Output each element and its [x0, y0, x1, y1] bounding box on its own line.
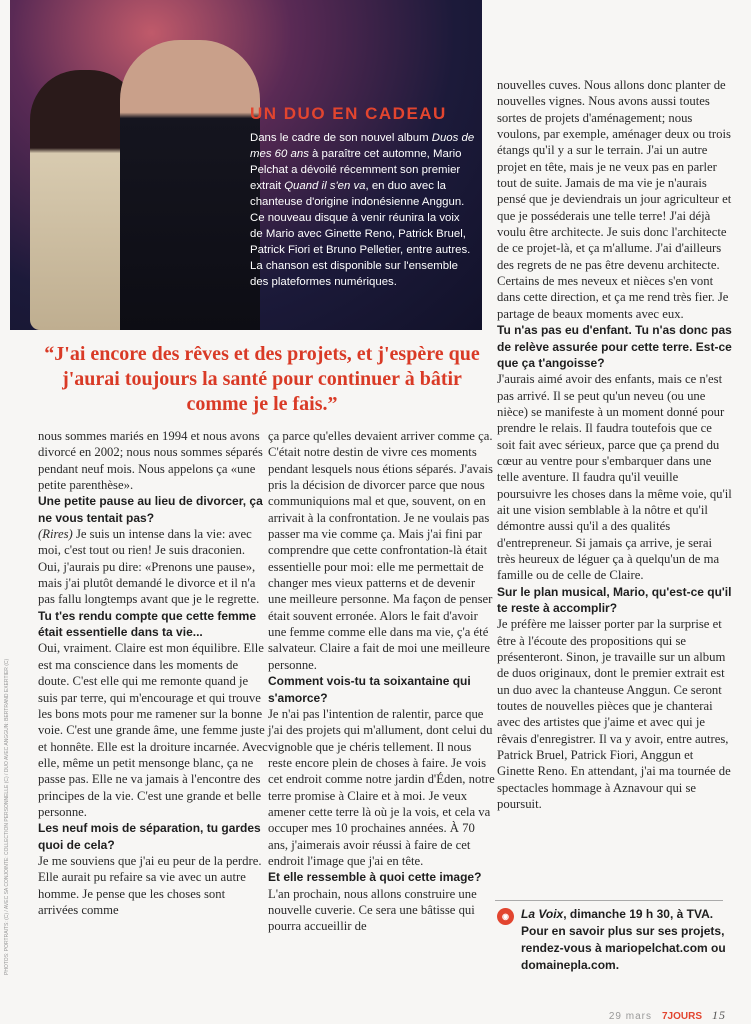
song-title: Quand il s'en va: [284, 180, 366, 192]
answer: J'aurais aimé avoir des enfants, mais ce n'est pas arrivé. Il se peut qu'un neveu (ou une nièce) se manifeste à un moment donné pour prendre le relais. Il faudra toutefois que ce soit fait avec sérieux, parce que ça prend du cœur au ventre pour s'embarquer dans une telle aventure. Il faudra qu'il veuille poursuivre les choses dans la même voie, qu'il ait une vision semblable à la nôtre et qu'il démontre aussi qu'il a des qualités d'entrepreneur. Si jamais ça arrive, je serai très heureux de léguer ça à quelqu'un de ma famille ou de celle de Claire.: [497, 372, 732, 583]
question: Tu t'es rendu compte que cette femme était essentielle dans ta vie...: [38, 608, 257, 640]
answer-italic: (Rires): [38, 527, 73, 542]
column-2: [268, 428, 496, 935]
pull-quote: “J'ai encore des rêves et des projets, et j'espère que j'aurai toujours la santé pour continuer à bâtir comme je le fais.”: [44, 343, 480, 415]
question: Et elle ressemble à quoi cette image?: [268, 870, 482, 885]
column-1: [38, 428, 268, 918]
tv-info: [497, 906, 733, 974]
answer: [38, 526, 268, 608]
photo-credit: PHOTOS: PORTRAITS: (C) / AVEC SA CONJOINTE: COLLECTION PERSONNELLE (C) / DUO AVEC ANGGUN: BERTRAND EXERTIER (C): [4, 658, 10, 975]
paragraph: nous sommes mariés en 1994 et nous avons divorcé en 2002; nous nous sommes séparés pendant neuf mois. Nous appelons ça «une petite parenthèse».: [38, 429, 263, 493]
answer: Je préfère me laisser porter par la surprise et être à l'écoute des propositions qui se présenteront. Sinon, je travaille sur un album de duos originaux, dont le premier extrait est un duo avec la chanteuse Anggun. Ce seront toutes de nouvelles pièces que je chanterai avec des artistes que j'aime et avec qui je rêvais d'enregistrer. Il va y avoir, entre autres, Patrick Bruel, Patrick Fiori, Anggun et Ginette Reno. En attendant, j'ai ma tournée de spectacles hommage à Aznavour qui se poursuit.: [497, 617, 731, 812]
sidebar-box: [250, 104, 475, 290]
issue-date: 29 mars: [608, 1011, 652, 1022]
singer-mario-figure: [120, 40, 260, 330]
answer-text: Je suis un intense dans la vie: avec moi, c'est tout ou rien! Je suis draconien. Oui, j'aurais pu dire: «Prenons une pause», mais j'ai plutôt demandé le divorce et il n'a pas fallu longtemps avant que je le regrette.: [38, 527, 260, 607]
divider: [495, 900, 723, 901]
sidebar-text-3: , en duo avec la chanteuse d'origine indonésienne Anggun. Ce nouveau disque à venir réunira la voix de Mario avec Ginette Reno, Patrick Bruel, Patrick Fiori et Bruno Pelletier, entre autres. La chanson est disponible sur l'ensemble des plateformes numériques.: [250, 180, 471, 288]
answer: Oui, vraiment. Claire est mon équilibre. Elle est ma conscience dans les moments de doute. C'est elle qui me remonte quand je suis par terre, qui m'encourage et qui trouve les bons mots pour me ramener sur la bonne voie. C'est une grande âme, une femme juste et honnête. Elle est la droiture incarnée. Avec elle, même un petit mensonge blanc, ça ne passe pas. Elle ne va jamais à l'encontre des principes de la vie. C'est une grande et belle personne.: [38, 641, 268, 819]
page-footer: [609, 1008, 726, 1023]
answer: Je me souviens que j'ai eu peur de la perdre. Elle aurait pu refaire sa vie avec un autre homme. Je pense que les choses sont arrivées comme: [38, 853, 262, 917]
question: Sur le plan musical, Mario, qu'est-ce qu'il te reste à accomplir?: [497, 584, 732, 615]
info-text: , dimanche 19 h 30, à TVA. Pour en savoir plus sur ses projets, rendez-vous à mariopelchat.com ou domainepla.com.: [521, 907, 726, 972]
question: Tu n'as pas eu d'enfant. Tu n'as donc pas de relève assurée pour cette terre. Est-ce que ça t'angoisse?: [497, 323, 732, 370]
answer: Je n'ai pas l'intention de ralentir, parce que j'ai des projets qui m'allument, dont celui du vignoble que je chéris tellement. Il nous reste encore plein de choses à faire. Je vois cet endroit comme notre jardin d'Éden, notre terre promise à Claire et à moi. Je veux amener cette terre là où je la vois, et cela va occuper mes 10 prochaines années. À 70 ans, j'aimerais avoir réussi à faire de cet endroit l'image que j'ai en tête.: [268, 706, 495, 868]
tv-icon: ◉: [497, 908, 514, 925]
answer: L'an prochain, nous allons construire une nouvelle cuverie. Ce sera une bâtisse qui pourra accueillir de: [268, 886, 477, 934]
sidebar-title: UN DUO EN CADEAU: [250, 104, 447, 123]
magazine-logo: 7JOURS: [661, 1011, 702, 1022]
answer: nouvelles cuves. Nous allons donc planter de nouvelles vignes. Nous avons aussi toutes sortes de projets d'aménagement; nous voulons, par exemple, aménager deux ou trois étangs qu'il y a sur le terrain. J'ai un autre projet en tête, mais je ne veux pas en parler tout de suite. Jamais de ma vie je n'aurais pensé que je deviendrais un jour agriculteur et que je posséderais une telle terre! J'ai déjà voulu être architecte. Je suis donc l'architecte de ce projet-là, et ça m'allume. J'ai d'ailleurs des regrets de ne pas être devenu architecte. Certains de mes neveux et nièces s'en vont dans cette direction, et ça me rend très fier. Je partage de beaux moments avec eux.: [497, 78, 732, 321]
answer: ça parce qu'elles devaient arriver comme ça. C'était notre destin de vivre ces moments pendant lesquels nous étions séparés. J'avais pris la décision de divorcer parce que nous communiquions mal et que, souvent, on en arrivait à la confrontation. Je ne voulais pas passer ma vie comme ça. Mais j'ai fini par comprendre que cette confrontation-là était essentielle pour moi: elle me permettait de changer mes vieux patterns et de devenir une meilleure personne. Ma façon de penser était souvent erronée. Alors le fait d'avoir une femme comme elle dans ma vie, ç'a été salvateur. Claire a fait de moi une meilleure personne.: [268, 429, 493, 672]
page-number: 15: [712, 1008, 726, 1022]
sidebar-text-2: à paraître cet automne, Mario Pelchat a dévoilé récemment son premier extrait: [250, 148, 462, 192]
sidebar-text-1: Dans le cadre de son nouvel album: [250, 132, 432, 144]
column-3: [497, 77, 733, 812]
question: Comment vois-tu ta soixantaine qui s'amorce?: [268, 674, 471, 705]
show-name: La Voix: [521, 907, 564, 921]
question: Les neuf mois de séparation, tu gardes quoi de cela?: [38, 821, 261, 852]
question: Une petite pause au lieu de divorcer, ça ne vous tentait pas?: [38, 494, 263, 525]
album-title: Duos de mes 60 ans: [250, 132, 475, 160]
sidebar-text: [250, 130, 475, 290]
